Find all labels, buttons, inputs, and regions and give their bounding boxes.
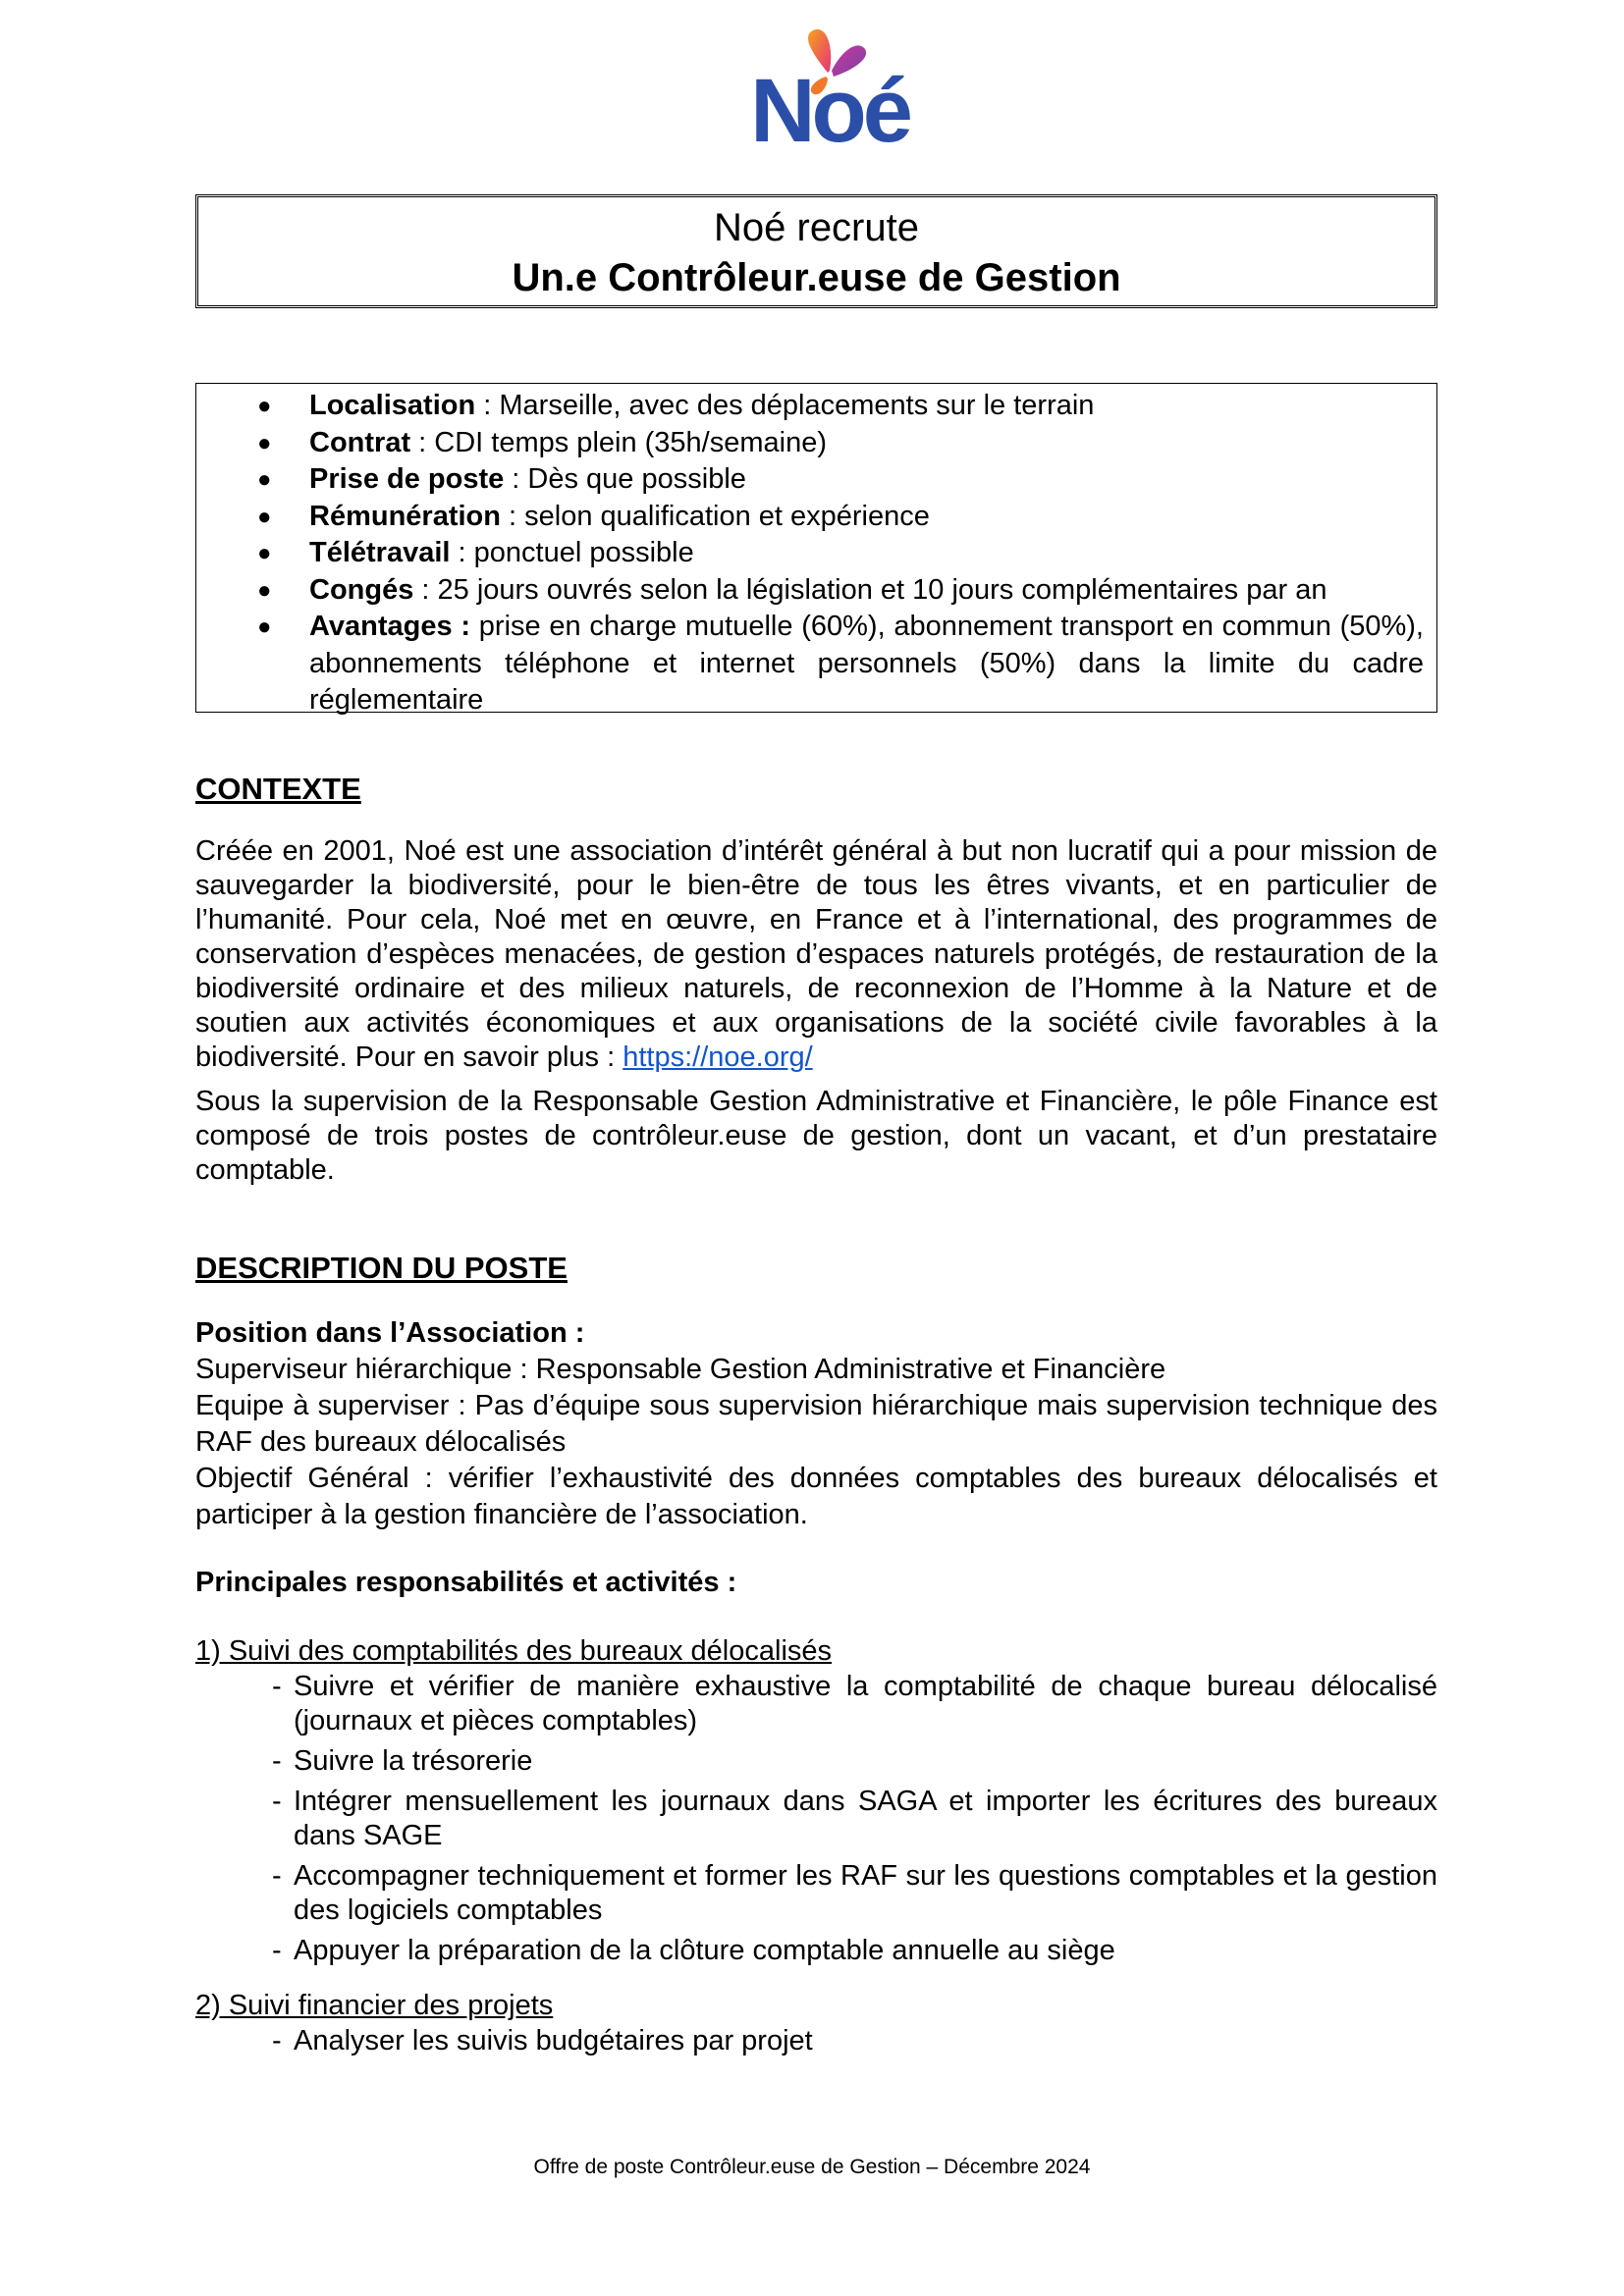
title-box xyxy=(195,194,1437,308)
contexte-paragraph-2: Sous la supervision de la Responsable Gestion Administrative et Financière, le pôle Finance est composé de trois postes de contrôleur.euse de gestion, dont un vacant, et d’un prestataire comptable. xyxy=(195,1086,1437,1186)
info-item-localisation: ● Localisation : Marseille, avec des déplacements sur le terrain xyxy=(257,390,1095,421)
info-item-avantages: ● Avantages : prise en charge mutuelle (60%), abonnement transport en commun (50%), abonnements téléphone et internet personnels (50%) dans la limite du cadre réglementaire xyxy=(257,611,1424,716)
info-item-teletravail: ● Télétravail : ponctuel possible xyxy=(257,537,694,568)
list-item: - Suivre et vérifier de manière exhaustive la comptabilité de chaque bureau délocalisé (journaux et pièces comptables) xyxy=(272,1671,1437,1736)
position-heading: Position dans l’Association : xyxy=(195,1317,585,1349)
contexte-paragraph-1: Créée en 2001, Noé est une association d’intérêt général à but non lucratif qui a pour mission de sauvegarder la biodiversité, pour le bien-être de tous les êtres vivants, et en particulier de l’humanité. Pour cela, Noé met en œuvre, en France et à l’international, des programmes de conservation d’espèces menacées, de gestion d’espaces naturels protégés, de restauration de la biodiversité ordinaire et des milieux naturels, de reconnexion de l’Homme à la Nature et de soutien aux activités économiques et aux organisations de la société civile favorables à la biodiversité. Pour en savoir plus : https://noe.org/ xyxy=(195,835,1437,1073)
description-heading: DESCRIPTION DU POSTE xyxy=(195,1251,568,1285)
page-footer: Offre de poste Contrôleur.euse de Gestion – Décembre 2024 xyxy=(533,2156,1091,2178)
logo-wordmark: Noé xyxy=(750,61,909,161)
description-section xyxy=(195,1251,1437,2064)
list-item: - Accompagner techniquement et former les RAF sur les questions comptables et la gestion des logiciels comptables xyxy=(272,1860,1437,1926)
info-item-contrat: ● Contrat : CDI temps plein (35h/semaine) xyxy=(257,426,828,458)
noe-website-link[interactable]: https://noe.org/ xyxy=(623,1041,813,1073)
superviseur-line: Superviseur hiérarchique : Responsable Gestion Administrative et Financière xyxy=(195,1354,1166,1385)
list-item: - Intégrer mensuellement les journaux dans SAGA et importer les écritures des bureaux dans SAGE xyxy=(272,1786,1437,1851)
list-item: - Appuyer la préparation de la clôture comptable annuelle au siège xyxy=(272,1935,1115,1966)
page-title-line2: Un.e Contrôleur.euse de Gestion xyxy=(512,256,1121,299)
subsection-1-heading: 1) Suivi des comptabilités des bureaux délocalisés xyxy=(195,1635,833,1667)
noe-logo xyxy=(731,22,928,169)
contexte-heading: CONTEXTE xyxy=(195,772,361,806)
info-item-conges: ● Congés : 25 jours ouvrés selon la législation et 10 jours complémentaires par an xyxy=(257,573,1327,606)
page-title-line1: Noé recrute xyxy=(714,206,919,249)
list-item: - Suivre la trésorerie xyxy=(272,1745,533,1777)
job-info-list xyxy=(196,388,1424,720)
equipe-line: Equipe à superviser : Pas d’équipe sous supervision hiérarchique mais supervision technique des RAF des bureaux délocalisés xyxy=(195,1390,1437,1458)
info-item-prise-de-poste: ● Prise de poste : Dès que possible xyxy=(257,463,746,495)
list-item: - Analyser les suivis budgétaires par projet xyxy=(272,2025,813,2056)
subsection-1-list xyxy=(195,1670,1437,1968)
job-info-box xyxy=(195,383,1437,716)
subsection-2-list xyxy=(195,2024,1437,2058)
objectif-line: Objectif Général : vérifier l’exhaustivité des données comptables des bureaux délocalisés et participer à la gestion financière de l’association. xyxy=(195,1463,1437,1530)
contexte-section xyxy=(195,772,1437,1188)
responsabilites-heading: Principales responsabilités et activités : xyxy=(195,1567,737,1598)
info-item-remuneration: ● Rémunération : selon qualification et expérience xyxy=(257,500,930,532)
subsection-2-heading: 2) Suivi financier des projets xyxy=(195,1990,554,2021)
